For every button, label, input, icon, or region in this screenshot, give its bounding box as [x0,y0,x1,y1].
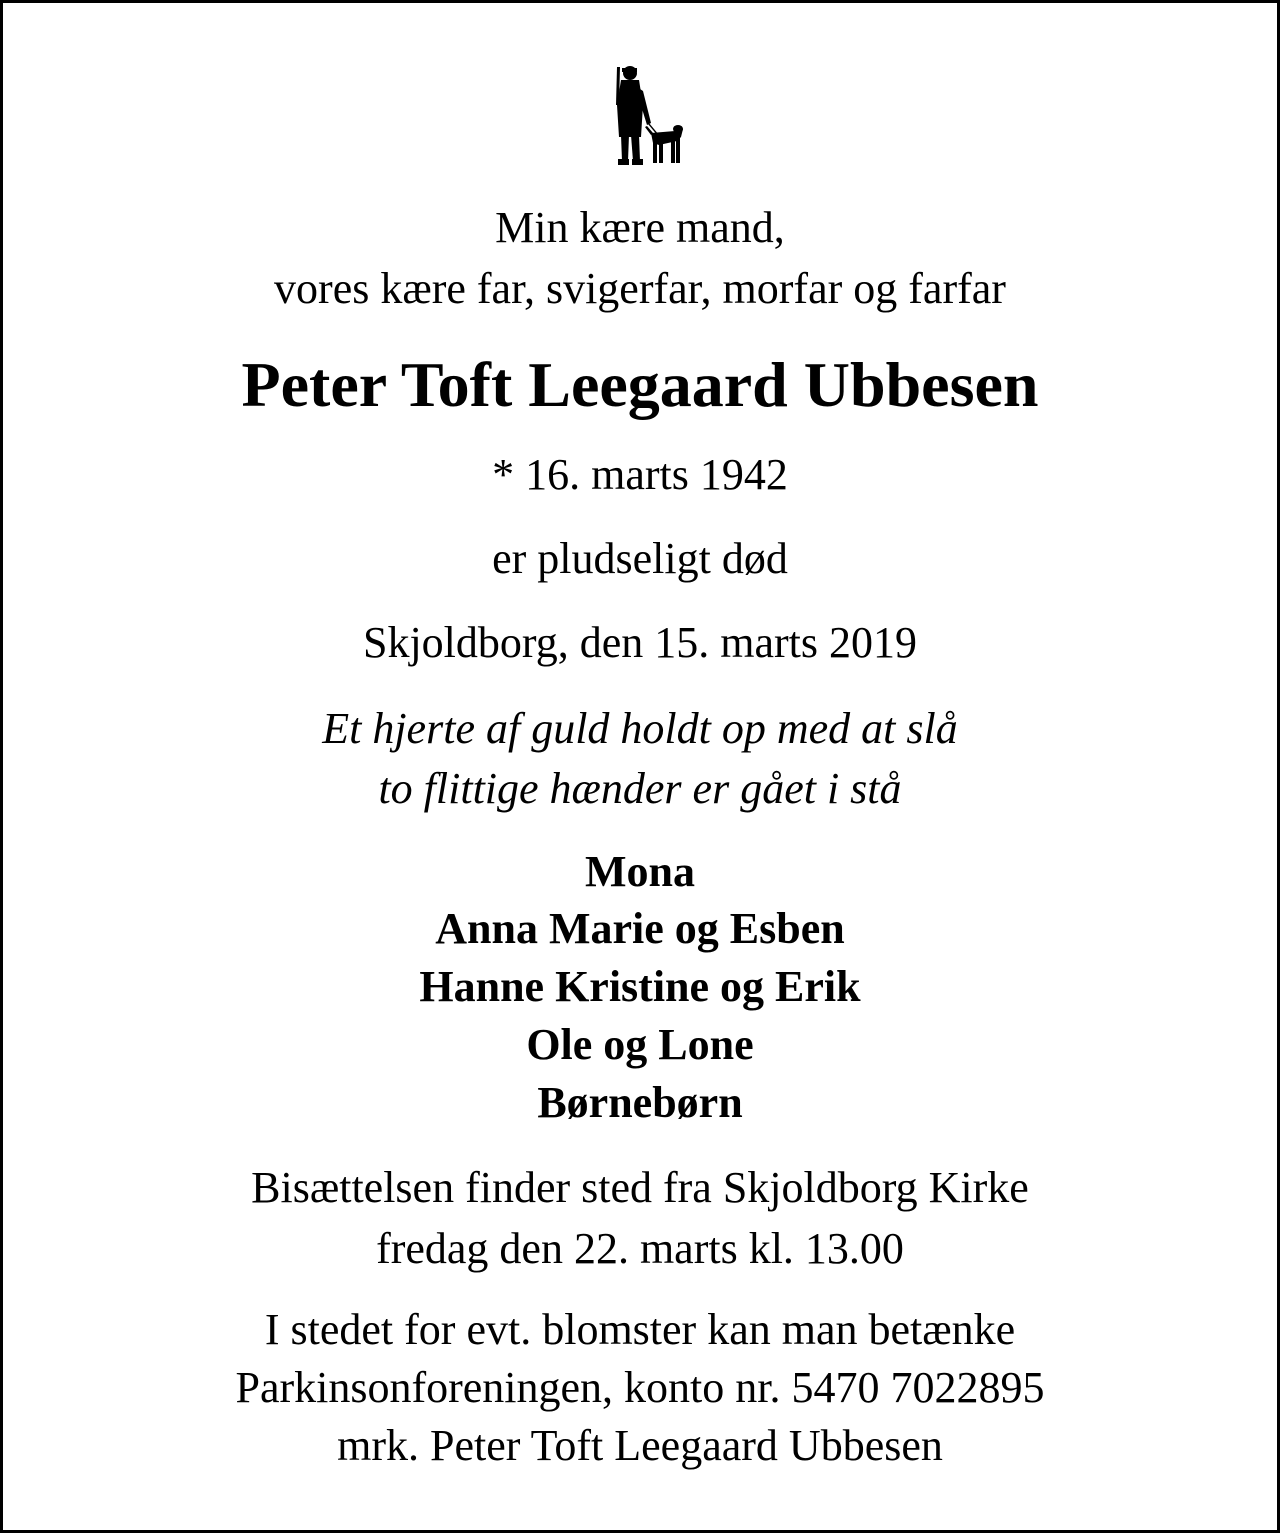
donation-line-1: I stedet for evt. blomster kan man betænke [264,1305,1016,1354]
passing-text: er pludseligt død [492,534,788,583]
intro-line-2: vores kære far, svigerfar, morfar og farfar [274,264,1006,313]
family-member: Mona [585,847,695,896]
verse-line-1: Et hjerte af guld holdt op med at slå [322,704,958,753]
birth-date: * 16. marts 1942 [492,450,788,499]
place-and-date: Skjoldborg, den 15. marts 2019 [362,618,918,667]
donation-line-2: Parkinsonforeningen, konto nr. 5470 7022895 [235,1363,1045,1412]
intro-line-1: Min kære mand, [495,203,785,252]
family-member: Hanne Kristine og Erik [419,962,861,1011]
family-member: Ole og Lone [526,1020,754,1069]
donation-line-3: mrk. Peter Toft Leegaard Ubbesen [337,1421,943,1470]
funeral-line-2: fredag den 22. marts kl. 13.00 [376,1224,904,1273]
family-member: Anna Marie og Esben [435,904,845,953]
verse-line-2: to flittige hænder er gået i stå [378,764,902,813]
family-member: Børnebørn [537,1078,743,1127]
funeral-line-1: Bisættelsen finder sted fra Skjoldborg Kirke [251,1163,1029,1212]
hunter-with-dog-icon [599,65,685,171]
deceased-name: Peter Toft Leegaard Ubbesen [241,349,1039,420]
